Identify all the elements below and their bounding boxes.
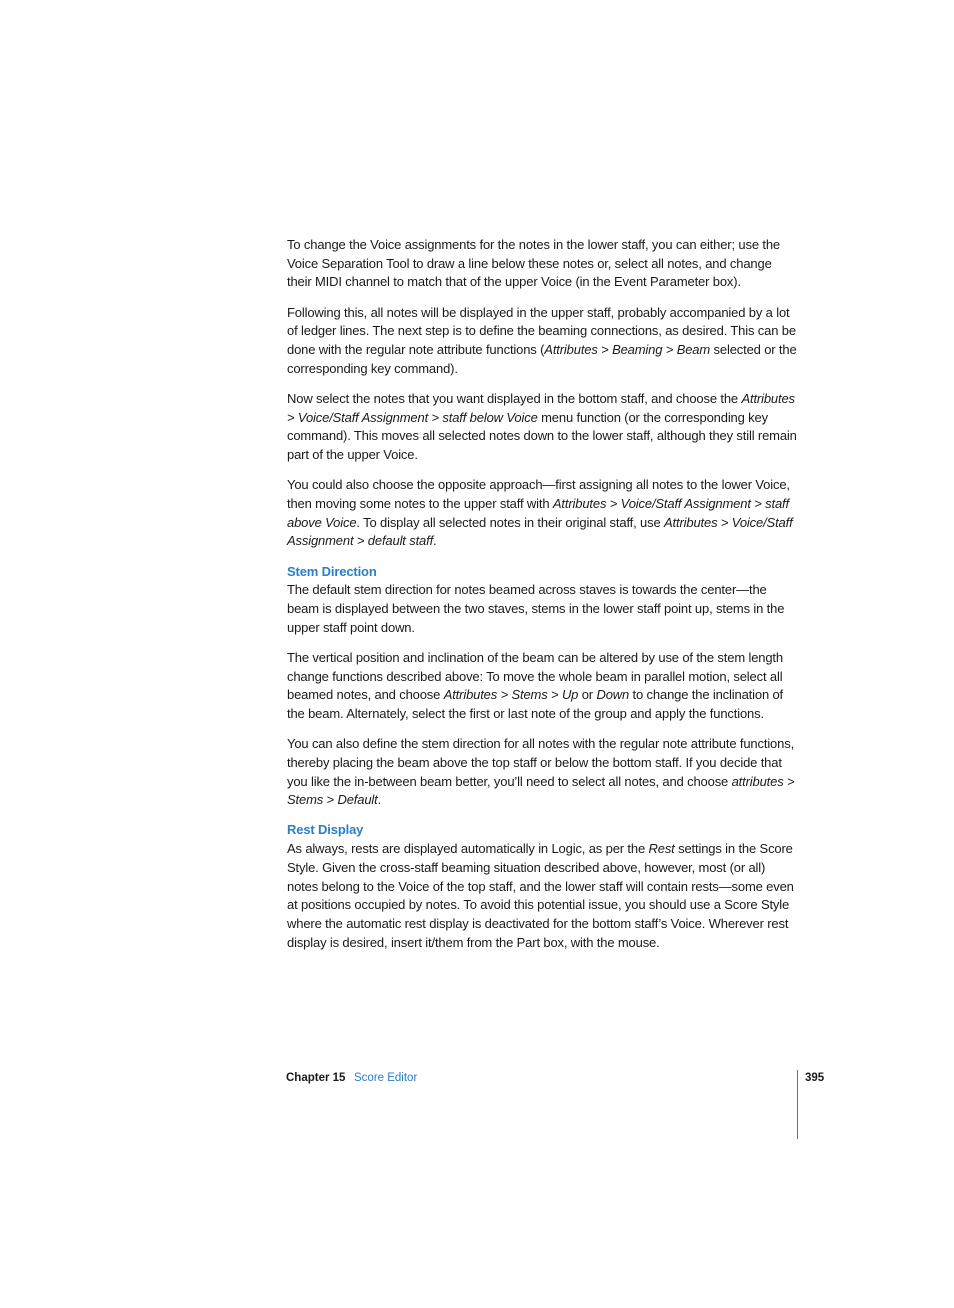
menu-path: Attributes > Voice/Staff Assignment > default staff xyxy=(287,514,793,549)
page-footer xyxy=(286,1069,826,1087)
menu-path: Attributes > Voice/Staff Assignment > staff above Voice xyxy=(287,495,789,530)
paragraph-stem-attribute xyxy=(287,735,797,810)
menu-path: Attributes > Voice/Staff Assignment > staff below Voice xyxy=(287,390,795,425)
menu-path: Attributes > Beaming > Beam xyxy=(544,342,711,358)
text-run: menu function (or the corresponding key command). This moves all selected notes down to the lower staff, although they still remain part of the upper Voice. xyxy=(287,409,797,463)
chapter-label: Chapter 15 xyxy=(286,1072,346,1084)
heading-stem-direction: Stem Direction xyxy=(287,563,377,579)
text-run: Now select the notes that you want displayed in the bottom staff, and choose the xyxy=(287,390,742,406)
setting-name: Rest xyxy=(648,841,675,857)
text-run: or xyxy=(578,687,597,703)
page-body xyxy=(287,236,797,964)
text-run: to change the inclination of the beam. Alternately, select the first or last note of the group and apply the functions. xyxy=(287,687,784,721)
text-run: settings in the Score Style. Given the cross-staff beaming situation described above, however, most (or all) notes belong to the Voice of the top staff, and the lower staff will contain rests—some even at positions occupied by notes. To avoid this potential issue, you should use a Score Style where the automatic rest display is deactivated for the bottom staff’s Voice. Wherever rest display is desired, insert it/them from the Part box, with the mouse. xyxy=(287,841,794,950)
text-run: . xyxy=(433,533,437,549)
paragraph-staff-below xyxy=(287,390,797,465)
text-run: The vertical position and inclination of the beam can be altered by use of the stem length change functions described above: To move the whole beam in parallel motion, select all beamed notes, and choose xyxy=(287,649,783,703)
heading-rest-display: Rest Display xyxy=(287,822,364,838)
text-run: selected or the corresponding key command). xyxy=(287,342,797,376)
text-run: Following this, all notes will be displayed in the upper staff, probably accompanied by a lot of ledger lines. The next step is to define the beaming connections, as desired. This can be done with the regular note attribute functions ( xyxy=(287,304,796,358)
paragraph-rest-display xyxy=(287,840,797,952)
text-run: As always, rests are displayed automatically in Logic, as per the xyxy=(287,841,649,857)
paragraph-beaming xyxy=(287,304,797,379)
text-run: You can also define the stem direction for all notes with the regular note attribute functions, thereby placing the beam above the top staff or below the bottom staff. If you decide that you like the in-between beam better, you’ll need to select all notes, and choose xyxy=(287,736,795,789)
menu-path: attributes > Stems > Default xyxy=(287,773,795,808)
paragraph-staff-above xyxy=(287,476,797,551)
paragraph-beam-inclination xyxy=(287,649,797,724)
paragraph-voice-assignment: To change the Voice assignments for the notes in the lower staff, you can either; use the Voice Separation Tool to draw a line below these notes or, select all notes, and change their MIDI channel to match that of the upper Voice (in the Event Parameter box). xyxy=(287,237,780,290)
text-run: . xyxy=(377,792,382,808)
footer-divider xyxy=(797,1070,798,1139)
page-number: 395 xyxy=(805,1072,825,1084)
menu-path: Attributes > Stems > Up xyxy=(443,687,579,703)
text-run: . To display all selected notes in their original staff, use xyxy=(356,514,665,530)
chapter-title-link[interactable]: Score Editor xyxy=(354,1072,418,1084)
menu-path: Down xyxy=(596,687,630,703)
paragraph-stem-default: The default stem direction for notes beamed across staves is towards the center—the beam is displayed between the two staves, stems in the lower staff point up, stems in the upper staff point down. xyxy=(287,582,785,635)
text-run: You could also choose the opposite approach—first assigning all notes to the lower Voice, then moving some notes to the upper staff with xyxy=(287,477,790,511)
